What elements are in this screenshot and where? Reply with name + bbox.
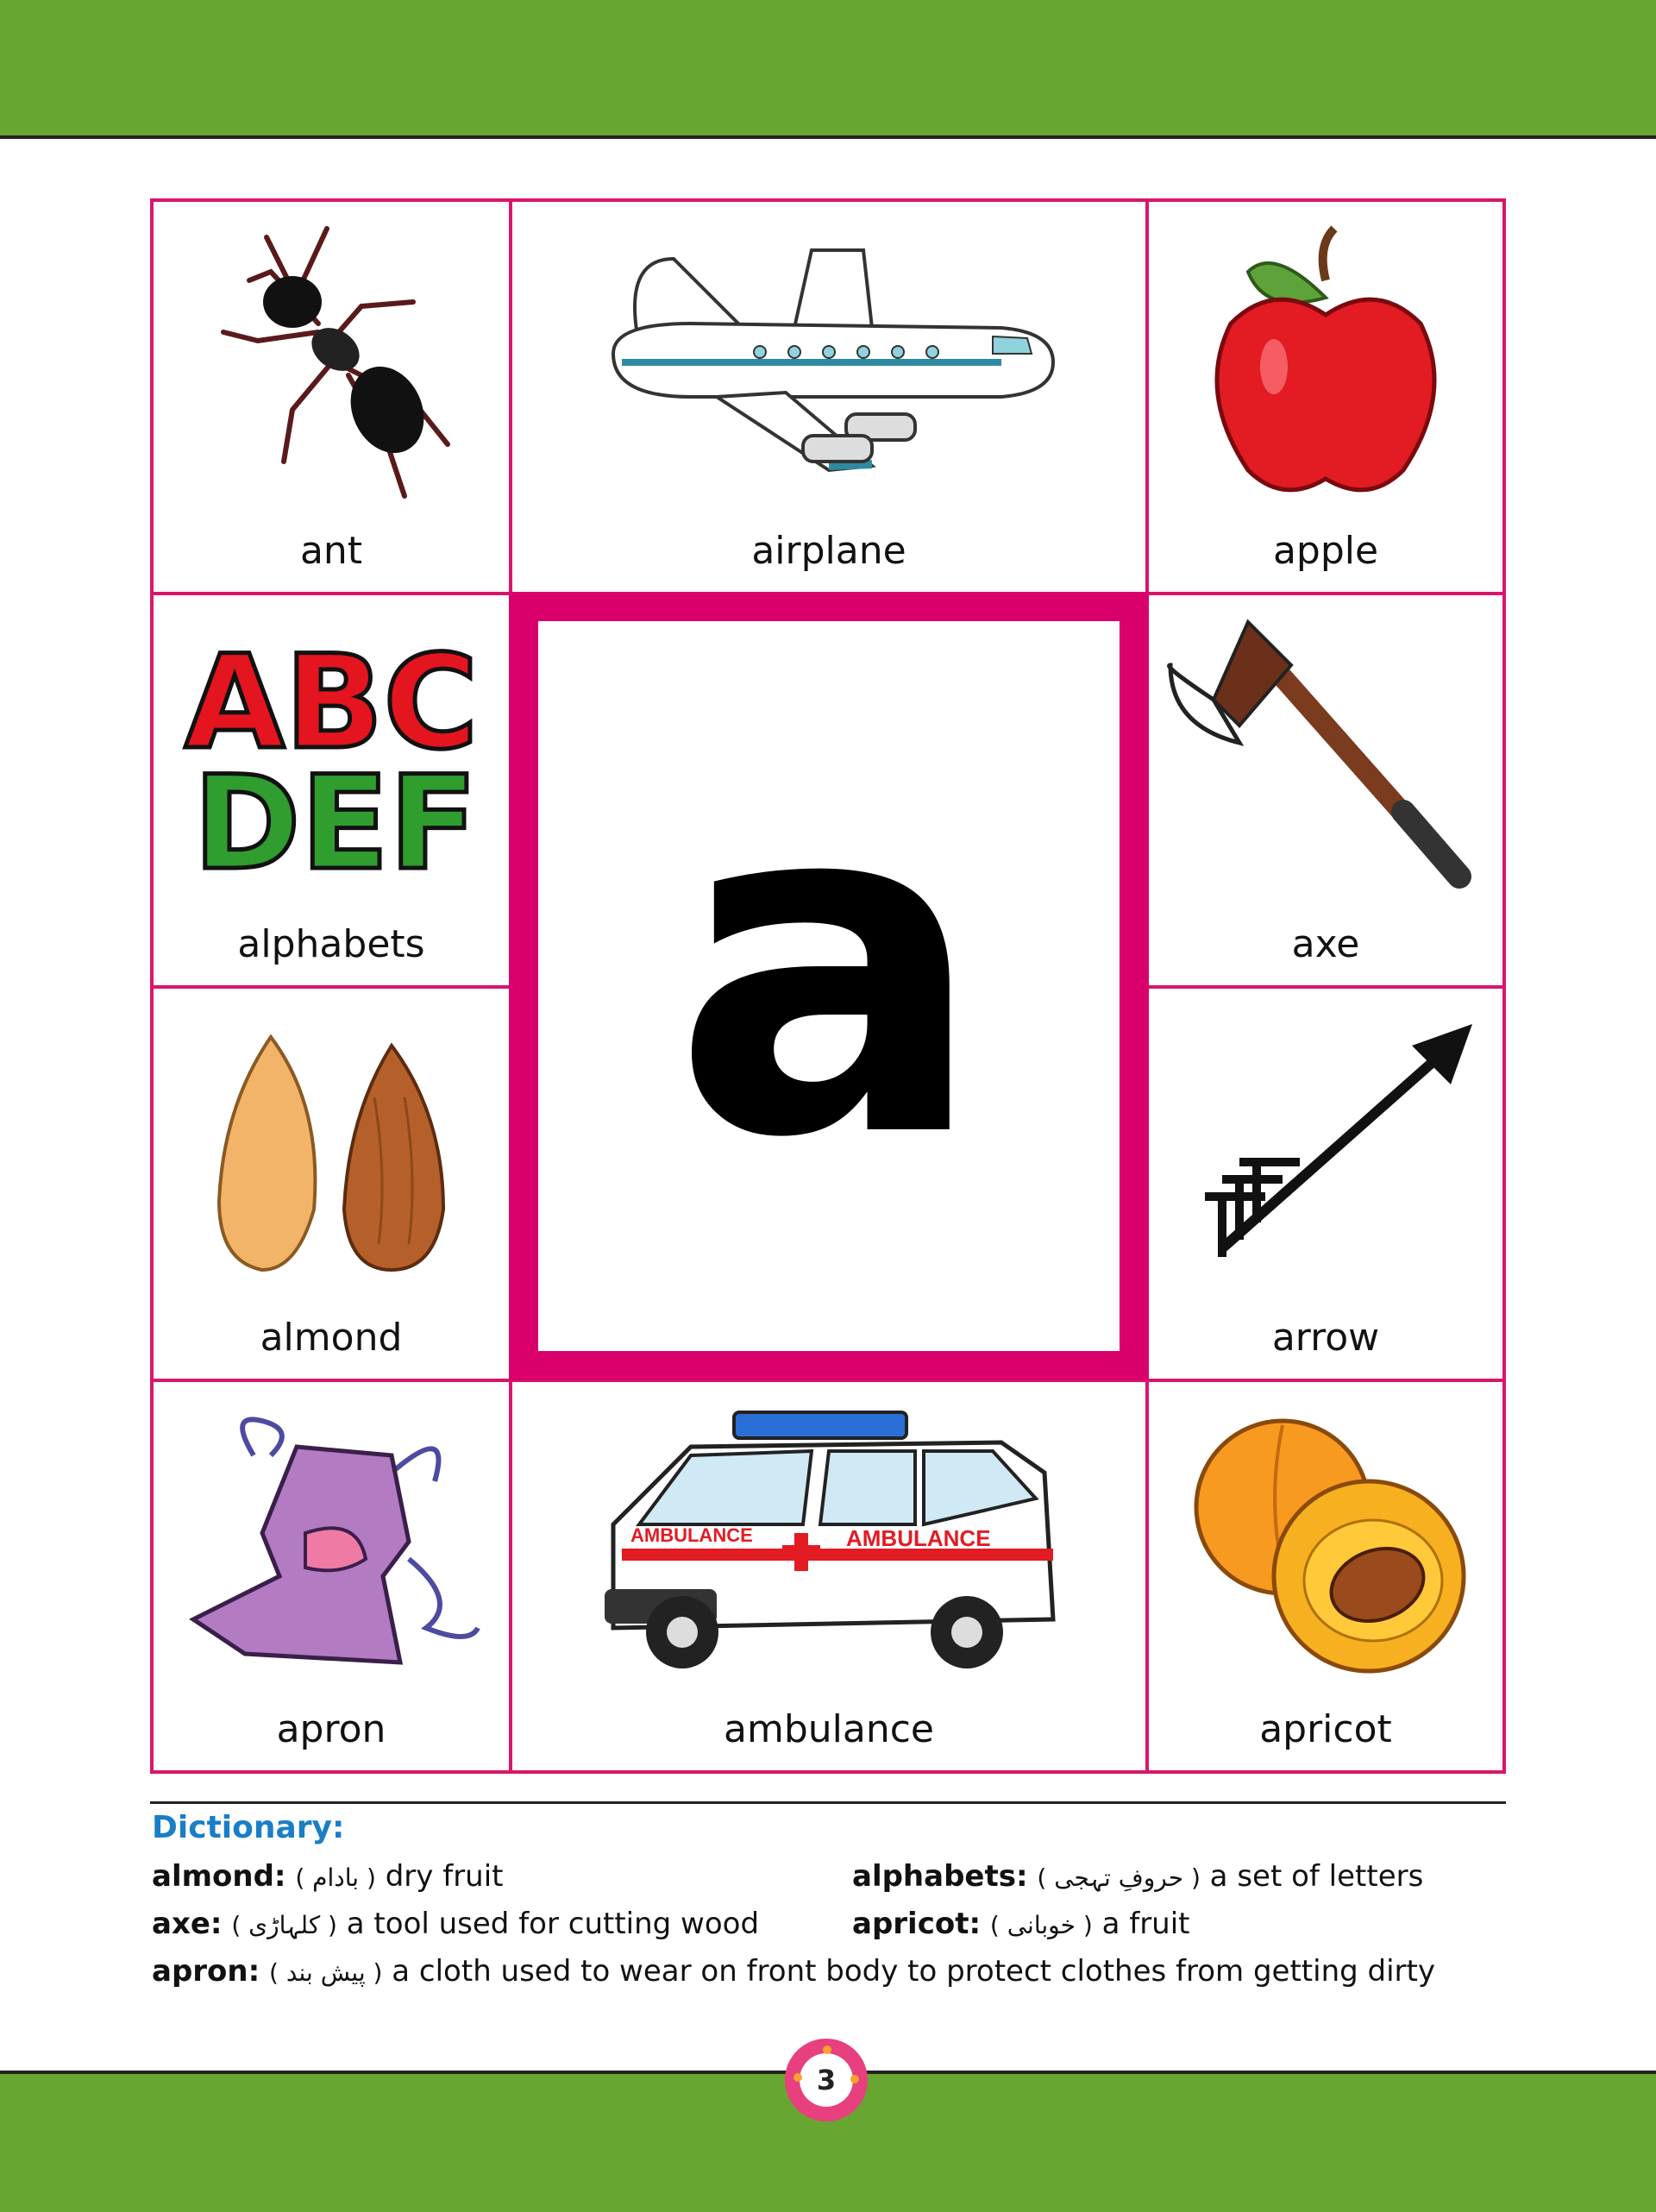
word-label-airplane: airplane [751, 529, 906, 573]
card-airplane [509, 198, 1149, 595]
badge-dot [794, 2073, 802, 2082]
word-label-almond: almond [260, 1316, 403, 1360]
card-alphabets [150, 592, 512, 989]
def-letters-row2: DEF [193, 749, 478, 885]
word-label-apricot: apricot [1259, 1707, 1392, 1751]
airplane-illustration [512, 211, 1145, 514]
card-apple [1145, 198, 1506, 595]
word-label-axe: axe [1291, 922, 1360, 966]
card-arrow [1145, 985, 1506, 1382]
arrow-illustration [1149, 997, 1502, 1301]
dictionary-title: Dictionary: [152, 1810, 345, 1845]
center-letter-frame [509, 592, 1149, 1380]
dictionary-entry-alphabets [852, 1859, 1423, 1894]
word-label-ant: ant [299, 529, 363, 573]
card-axe [1145, 592, 1506, 989]
apple-illustration [1149, 211, 1502, 514]
dictionary-term: apron: [152, 1954, 260, 1989]
word-label-apron: apron [276, 1707, 386, 1751]
card-apron [150, 1379, 512, 1774]
word-label-ambulance: ambulance [724, 1707, 934, 1751]
card-apricot [1145, 1379, 1506, 1774]
abc-letters-row1: ABC [185, 628, 479, 778]
almond-illustration [154, 997, 509, 1301]
apron-illustration [154, 1391, 509, 1693]
axe-illustration [1149, 604, 1502, 908]
picture-word-grid [150, 198, 1506, 1774]
alphabets-illustration [154, 604, 509, 908]
dictionary-entry-apron [152, 1954, 1435, 1989]
dictionary-urdu: ( خوبانی ) [989, 1911, 1093, 1939]
center-letter: a [671, 698, 987, 1240]
apricot-illustration [1149, 1391, 1502, 1693]
dictionary-urdu: ( پیش بند ) [269, 1958, 383, 1987]
dictionary-urdu: ( حروفِ تہجی ) [1037, 1863, 1201, 1892]
card-ambulance [509, 1379, 1149, 1774]
ant-illustration [154, 211, 509, 514]
dictionary-entry-axe [152, 1907, 759, 1941]
dictionary-urdu: ( بادام ) [295, 1863, 376, 1892]
dictionary-definition: a cloth used to wear on front body to protect clothes from getting dirty [382, 1954, 1435, 1989]
badge-dot [850, 2075, 859, 2083]
dictionary-divider [150, 1801, 1506, 1804]
badge-dot [823, 2045, 831, 2054]
word-label-arrow: arrow [1271, 1316, 1380, 1360]
card-ant [150, 198, 512, 595]
ambulance-illustration [512, 1391, 1145, 1693]
dictionary-definition: a tool used for cutting wood [336, 1907, 760, 1941]
page-number-badge [785, 2039, 868, 2121]
dictionary-term: alphabets: [852, 1859, 1028, 1894]
word-label-apple: apple [1272, 529, 1379, 573]
page-number: 3 [800, 2053, 853, 2107]
dictionary-term: axe: [152, 1907, 223, 1941]
dictionary-definition: a fruit [1092, 1907, 1190, 1941]
dictionary-entry-apricot [852, 1907, 1190, 1941]
ambulance-side-text: AMBULANCE [846, 1525, 991, 1551]
center-letter-panel [538, 621, 1120, 1351]
card-almond [150, 985, 512, 1382]
dictionary-definition: dry fruit [375, 1859, 504, 1894]
dictionary-entry-almond [152, 1859, 504, 1894]
dictionary-term: apricot: [852, 1907, 982, 1941]
dictionary-term: almond: [152, 1859, 286, 1894]
dictionary-urdu: ( کلہاڑی ) [231, 1911, 337, 1939]
word-label-alphabets: alphabets [237, 922, 425, 966]
dictionary-definition: a set of letters [1200, 1859, 1424, 1894]
top-header-bar [0, 0, 1656, 139]
ambulance-front-text: AMBULANCE [630, 1524, 753, 1546]
